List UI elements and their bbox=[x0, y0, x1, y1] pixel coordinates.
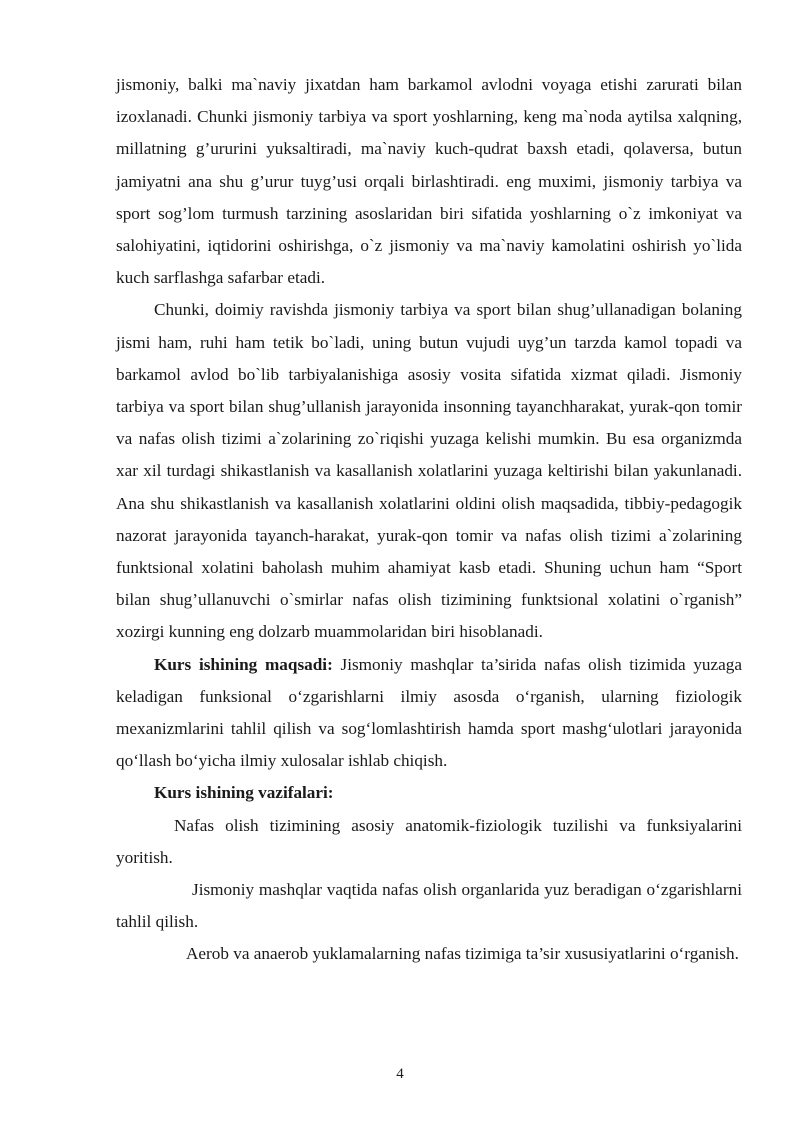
tasks-heading: Kurs ishining vazifalari: bbox=[154, 783, 334, 803]
task-item-3: Aerob va anaerob yuklamalarning nafas tizimiga ta’sir xususiyatlarini o‘rganish. bbox=[186, 944, 739, 964]
body-paragraph-1: jismoniy, balki ma`naviy jixatdan ham barkamol avlodni voyaga etishi zarurati bilan izoxlanadi. Chunki jismoniy tarbiya va sport yoshlarning, keng ma`noda aytilsa xalqning, millatning g’ururini yuksaltiradi, ma`naviy kuch-qudrat baxsh etadi, qolaversa, butun jamiyatni ana shu g’urur tuyg’usi orqali birlashtiradi. eng muximi, jismoniy tarbiya va sport sog’lom turmush tarzining asoslaridan biri sifatida yoshlarning o`z imkoniyat va salohiyatini, iqtidorini oshirishga, o`z jismoniy va ma`naviy kamolatini oshirish yo`lida kuch sarflashga safarbar etadi. bbox=[116, 75, 742, 288]
page-body bbox=[116, 69, 742, 971]
page-number: 4 bbox=[396, 1066, 404, 1082]
task-item-1: Nafas olish tizimining asosiy anatomik-fiziologik tuzilishi va funksiyalarini yoritish. bbox=[116, 815, 742, 867]
task-item-2: Jismoniy mashqlar vaqtida nafas olish organlarida yuz beradigan o‘zgarishlarni tahlil qilish. bbox=[116, 880, 742, 932]
goal-paragraph bbox=[116, 649, 742, 778]
goal-text: Jismoniy mashqlar ta’sirida nafas olish tizimida yuzaga keladigan funksional o‘zgarishlarni ilmiy asosda o‘rganish, ularning fiziologik mexanizmlarini tahlil qilish va sog‘lomlashtirish hamda sport mashg‘ulotlari jarayonida qo‘llash bo‘yicha ilmiy xulosalar ishlab chiqish. bbox=[116, 654, 742, 771]
body-paragraph-2: Chunki, doimiy ravishda jismoniy tarbiya va sport bilan shug’ullanadigan bolaning jismi ham, ruhi ham tetik bo`ladi, uning butun vujudi uyg’un tarzda kamol topadi va barkamol avlod bo`lib tarbiyalanishiga asosiy vosita sifatida xizmat qiladi. Jismoniy tarbiya va sport bilan shug’ullanish jarayonida insonning tayanchharakat, yurak-qon tomir va nafas olish tizimi a`zolarining zo`riqishi yuzaga kelishi mumkin. Bu esa organizmda xar xil turdagi shikastlanish va kasallanish xolatlarini yuzaga keltirishi bilan yakunlanadi. Ana shu shikastlanish va kasallanish xolatlarini oldini olish maqsadida, tibbiy-pedagogik nazorat jarayonida tayanch-harakat, yurak-qon tomir va nafas olish tizimi a`zolarining funktsional xolatini baholash muhim ahamiyat kasb etadi. Shuning uchun ham “Sport bilan shug’ullanuvchi o`smirlar nafas olish tizimining funktsional xolatini o`rganish” xozirgi kunning eng dolzarb muammolaridan biri hisoblanadi. bbox=[116, 300, 742, 642]
goal-label: Kurs ishining maqsadi: bbox=[154, 654, 333, 674]
